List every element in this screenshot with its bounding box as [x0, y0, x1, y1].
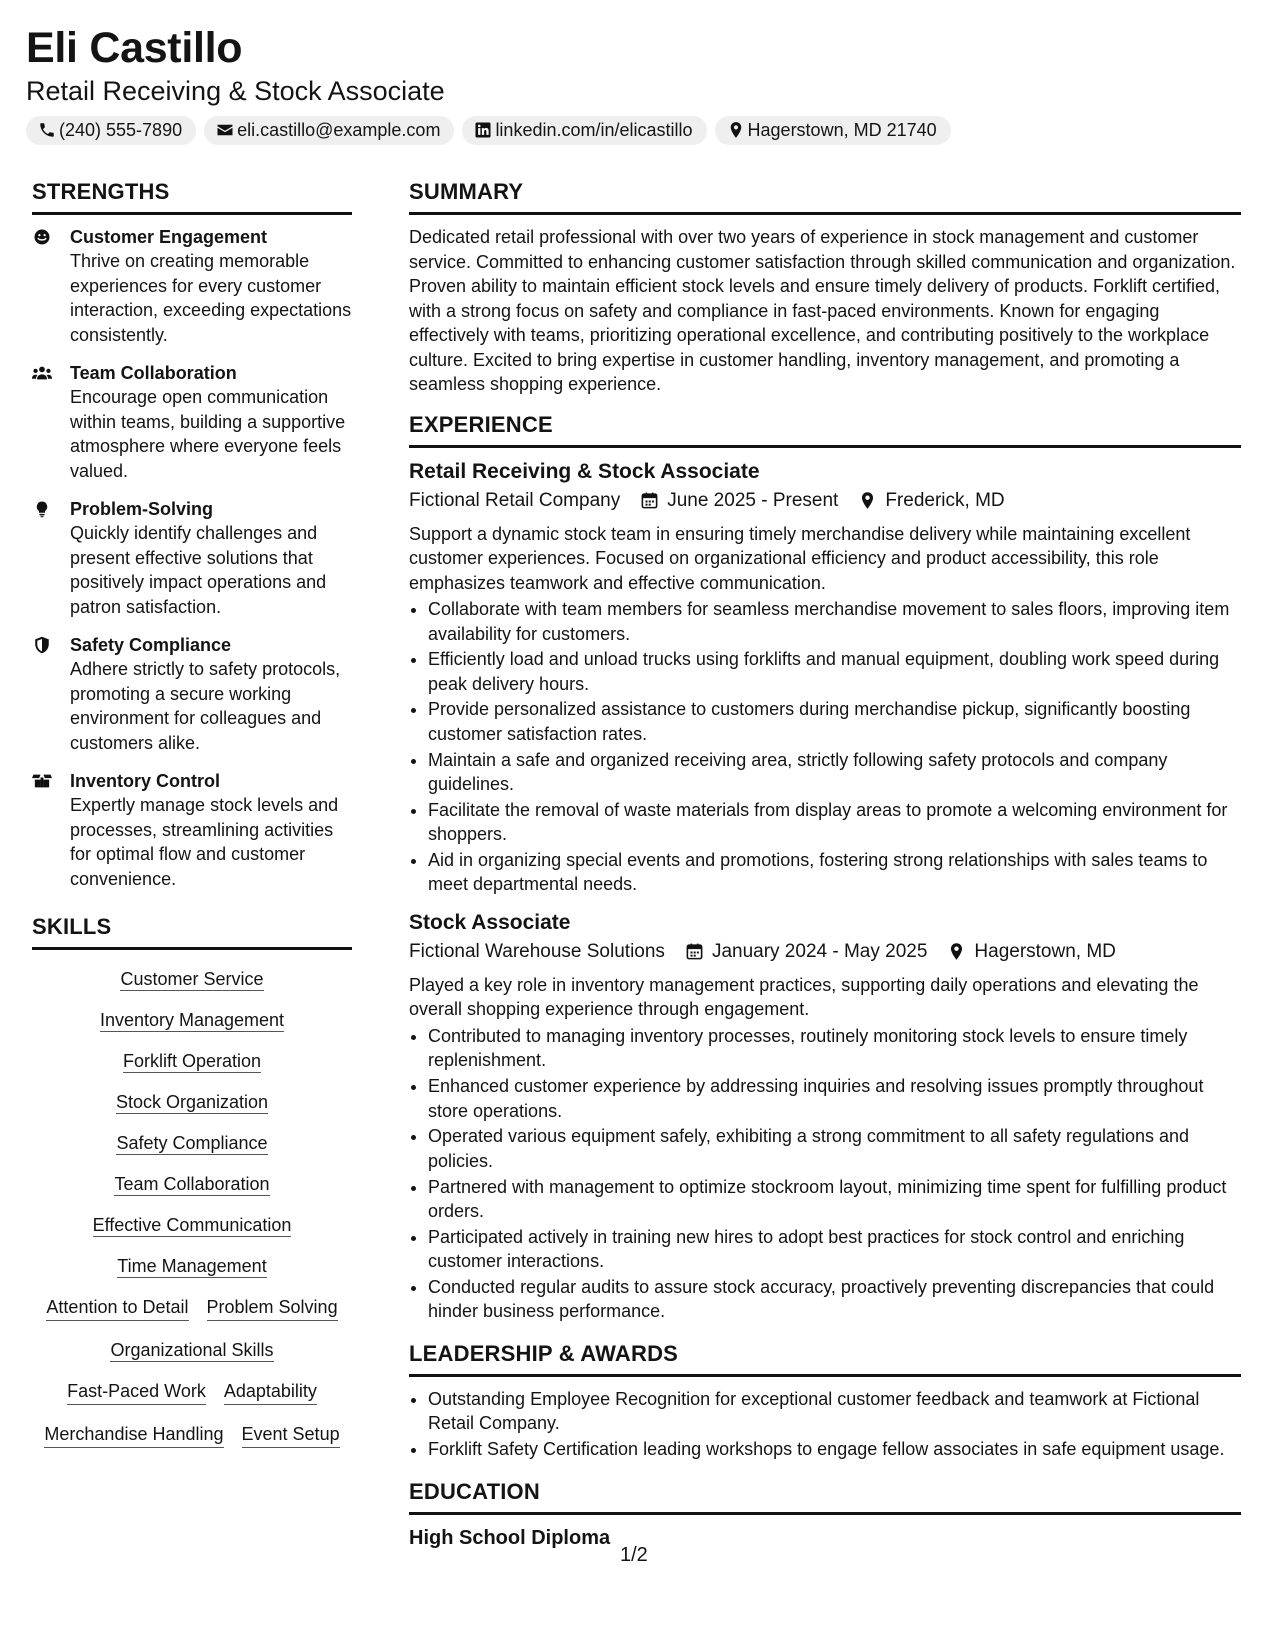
job-bullet: • Collaborate with team members for seamless merchandise movement to sales floors, improving item availability for customers.	[428, 597, 1241, 646]
skills-heading: SKILLS	[32, 913, 352, 950]
skill-tag: Fast-Paced Work	[67, 1380, 206, 1405]
phone-icon	[38, 121, 56, 139]
strengths-heading: STRENGTHS	[32, 178, 352, 215]
map-pin-icon	[947, 942, 966, 961]
resume-header	[26, 22, 951, 145]
job-bullet: • Partnered with management to optimize stockroom layout, minimizing time spent for fulfilling product orders.	[428, 1175, 1241, 1224]
education-heading: EDUCATION	[409, 1478, 1241, 1515]
job-meta	[409, 937, 1241, 967]
job-title: Stock Associate	[409, 910, 571, 934]
summary-text: Dedicated retail professional with over two years of experience in stock management and customer service. Committed to enhancing customer satisfaction through skilled communication and organization. Proven ability to maintain efficient stock levels and ensure timely delivery of products. Forklift certified, with a strong focus on safety and compliance in fast-paced environments. Known for engaging effectively with teams, prioritizing operational excellence, and contributing positively to the workplace culture. Excited to bring expertise in customer handling, inventory management, and promoting a seamless shopping experience.	[409, 227, 1236, 394]
job-bullet: • Participated actively in training new hires to adopt best practices for stock control and enriching customer interactions.	[428, 1225, 1241, 1274]
experience-heading: EXPERIENCE	[409, 411, 1241, 448]
strength-description: Expertly manage stock levels and processes, streamlining activities for optimal flow and customer convenience.	[70, 795, 339, 889]
strength-title: Team Collaboration	[70, 363, 237, 383]
job-title: Retail Receiving & Stock Associate	[409, 459, 760, 483]
strength-title: Inventory Control	[70, 771, 221, 791]
skill-row	[36, 968, 348, 991]
strength-description: Quickly identify challenges and present effective solutions that positively impact operations and patron satisfaction.	[70, 523, 327, 617]
strength-item	[32, 361, 352, 483]
skill-tag: Team Collaboration	[114, 1174, 270, 1194]
job-description: Played a key role in inventory management practices, supporting daily operations and elevating the overall shopping experience through engagement.	[409, 974, 1199, 1020]
job-bullet: • Operated various equipment safely, exhibiting a strong commitment to all safety regulations and policies.	[428, 1124, 1241, 1173]
job-location: Hagerstown, MD	[974, 940, 1116, 962]
calendar-icon	[685, 942, 704, 961]
strength-description: Encourage open communication within teams, building a supportive atmosphere where everyone feels valued.	[70, 387, 346, 481]
job-entry	[409, 458, 1241, 897]
lightbulb-icon	[32, 500, 52, 518]
job-dates: June 2025 - Present	[667, 489, 839, 511]
skill-row	[36, 1339, 348, 1362]
skill-row	[36, 1050, 348, 1073]
skill-tag: Attention to Detail	[46, 1296, 188, 1321]
linkedin-icon	[474, 121, 492, 139]
job-dates: January 2024 - May 2025	[711, 940, 928, 962]
smile-icon	[32, 228, 52, 246]
strength-item	[32, 769, 352, 891]
skill-tag: Adaptability	[224, 1380, 317, 1405]
candidate-name: Eli Castillo	[26, 24, 243, 72]
contact-email[interactable]	[204, 116, 454, 145]
map-pin-icon	[727, 121, 745, 139]
education-degree: High School Diploma	[409, 1526, 611, 1549]
strength-item	[32, 497, 352, 619]
job-company: Fictional Retail Company	[409, 489, 621, 511]
job-bullet: • Enhanced customer experience by addressing inquiries and resolving issues promptly throughout store operations.	[428, 1074, 1241, 1123]
strength-title: Problem-Solving	[70, 499, 214, 519]
job-entry	[409, 909, 1241, 1324]
contact-linkedin-text: linkedin.com/in/elicastillo	[495, 120, 693, 140]
strength-title: Safety Compliance	[70, 635, 232, 655]
contact-bar	[26, 116, 951, 145]
job-bullets	[409, 597, 1241, 897]
skill-tag: Merchandise Handling	[44, 1423, 223, 1448]
contact-email-text: eli.castillo@example.com	[237, 120, 441, 140]
map-pin-icon	[858, 491, 877, 510]
job-company: Fictional Warehouse Solutions	[409, 940, 665, 962]
skill-row	[36, 1214, 348, 1237]
job-bullet: • Aid in organizing special events and promotions, fostering strong relationships with sales teams to meet departmental needs.	[428, 848, 1241, 897]
skill-tag: Customer Service	[120, 969, 264, 989]
awards-heading: LEADERSHIP & AWARDS	[409, 1340, 1241, 1377]
job-bullet: • Maintain a safe and organized receiving area, strictly following safety protocols and company guidelines.	[428, 748, 1241, 797]
job-meta	[409, 486, 1241, 516]
job-bullet: • Efficiently load and unload trucks using forklifts and manual equipment, doubling work speed during peak delivery hours.	[428, 647, 1241, 696]
right-column	[409, 178, 1241, 1551]
left-column	[32, 178, 352, 1448]
job-bullet: • Facilitate the removal of waste materials from display areas to promote a welcoming environment for shoppers.	[428, 798, 1241, 847]
contact-location-text: Hagerstown, MD 21740	[747, 120, 937, 140]
skill-tag: Time Management	[117, 1256, 267, 1276]
skills-list	[32, 968, 352, 1448]
strength-item	[32, 225, 352, 347]
skill-tag: Forklift Operation	[122, 1051, 262, 1071]
skill-tag: Organizational Skills	[110, 1340, 274, 1360]
skill-row	[36, 1255, 348, 1278]
skill-tag: Inventory Management	[99, 1010, 285, 1030]
strength-description: Adhere strictly to safety protocols, promoting a secure working environment for colleagues and customers alike.	[70, 659, 341, 753]
skill-tag: Safety Compliance	[116, 1133, 268, 1153]
contact-phone-text: (240) 555-7890	[59, 120, 183, 140]
skill-row	[36, 1173, 348, 1196]
awards-list	[409, 1387, 1241, 1462]
calendar-icon	[640, 491, 659, 510]
job-description: Support a dynamic stock team in ensuring timely merchandise delivery while maintaining excellent customer experiences. Focused on organizational efficiency and product accessibility, this role emphasizes teamwork and effective communication.	[409, 523, 1191, 593]
skill-row	[36, 1009, 348, 1032]
candidate-title: Retail Receiving & Stock Associate	[26, 76, 445, 106]
skill-row	[36, 1091, 348, 1114]
job-bullet: • Conducted regular audits to assure stock accuracy, proactively preventing discrepancies that could hinder business performance.	[428, 1275, 1241, 1324]
award-item: • Outstanding Employee Recognition for exceptional customer feedback and teamwork at Fictional Retail Company.	[428, 1387, 1241, 1436]
envelope-icon	[216, 121, 234, 139]
users-icon	[32, 364, 52, 382]
strength-title: Customer Engagement	[70, 227, 268, 247]
job-bullets	[409, 1024, 1241, 1324]
boxes-icon	[32, 772, 52, 790]
contact-phone[interactable]	[26, 116, 196, 145]
job-bullet: • Provide personalized assistance to customers during merchandise pickup, significantly boosting customer satisfaction rates.	[428, 697, 1241, 746]
strength-description: Thrive on creating memorable experiences for every customer interaction, exceeding expectations consistently.	[70, 251, 352, 345]
strength-item	[32, 633, 352, 755]
shield-icon	[32, 636, 52, 654]
page-number: 1/2	[620, 1544, 648, 1566]
contact-linkedin[interactable]	[462, 116, 706, 145]
job-location: Frederick, MD	[885, 489, 1005, 511]
skill-tag: Event Setup	[242, 1423, 340, 1448]
award-item: • Forklift Safety Certification leading workshops to engage fellow associates in safe equipment usage.	[428, 1437, 1241, 1462]
skill-tag: Stock Organization	[115, 1092, 269, 1112]
skill-tag: Problem Solving	[207, 1296, 338, 1321]
summary-heading: SUMMARY	[409, 178, 1241, 215]
contact-location	[715, 116, 951, 145]
skill-row	[36, 1132, 348, 1155]
skill-tag: Effective Communication	[92, 1215, 292, 1235]
job-bullet: • Contributed to managing inventory processes, routinely monitoring stock levels to ensure timely replenishment.	[428, 1024, 1241, 1073]
